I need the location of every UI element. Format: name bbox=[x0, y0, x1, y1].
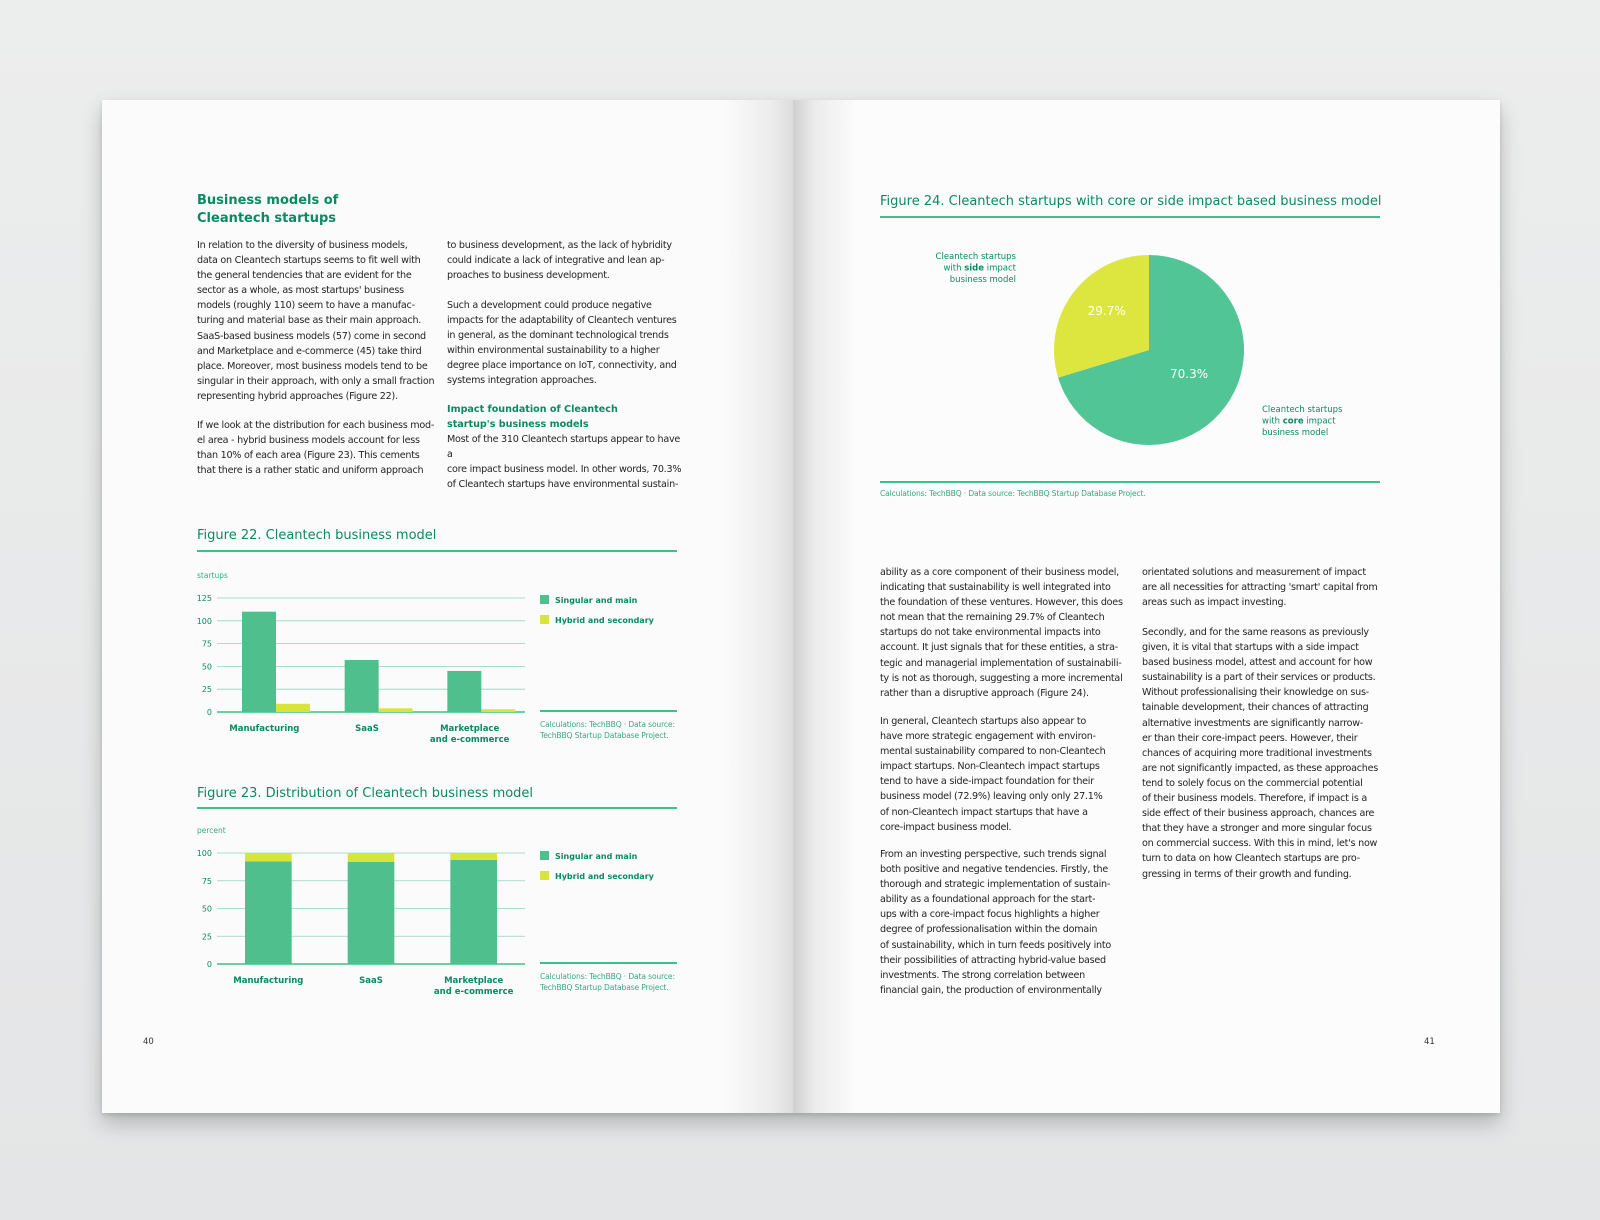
figure-22-source: Calculations: TechBBQ · Data source: TechBBQ Startup Database Project. bbox=[540, 720, 675, 740]
x-category-label: Manufacturing bbox=[233, 976, 304, 986]
figure-23-source-rule bbox=[540, 962, 677, 964]
y-tick-label: 50 bbox=[201, 662, 212, 672]
legend-item-hybrid bbox=[540, 615, 654, 635]
left-col1-paragraph-1: In relation to the diversity of business models, data on Cleantech startups seems to fit well with the general tendencies that are evident for the sector as a whole, as most startups' business models (roughly 110) seem to have a manufac- turing and material base as their main approach. SaaS-based business models (57) come in second and Marketplace and e-commerce (45) take third place. Moreover, most business models tend to be singular in their approach, with only a small fraction representing hybrid approaches (Figure 22). bbox=[197, 240, 435, 402]
x-category-label: Manufacturing bbox=[229, 724, 300, 734]
y-tick-label: 75 bbox=[201, 639, 212, 649]
figure-22-legend bbox=[540, 595, 654, 635]
figure-24-source: Calculations: TechBBQ · Data source: TechBBQ Startup Database Project. bbox=[880, 489, 1146, 498]
bar-hybrid bbox=[276, 704, 310, 712]
bar-hybrid bbox=[450, 853, 497, 860]
legend-label-singular: Singular and main bbox=[555, 852, 638, 861]
pie-label-side: Cleantech startups with side impact business model bbox=[935, 252, 1016, 285]
left-col2-paragraph-1: to business development, as the lack of hybridity could indicate a lack of integrative and lean ap- proaches to business development. bbox=[447, 240, 672, 282]
x-category-label: Marketplace and e-commerce bbox=[429, 724, 510, 745]
bar-hybrid bbox=[245, 853, 292, 861]
pie-label-core: Cleantech startups with core impact business model bbox=[1262, 405, 1343, 438]
left-col2-paragraph-2: Such a development could produce negative impacts for the adaptability of Cleantech ventures in general, as the dominant technological trends within environmental sustainability to a higher degree place importance on IoT, connectivity, and systems integration approaches. bbox=[447, 300, 677, 387]
right-page bbox=[793, 100, 1500, 1113]
bar-singular bbox=[242, 612, 276, 712]
figure-24-rule bbox=[880, 216, 1380, 218]
right-col1-paragraph-3: From an investing perspective, such trends signal both positive and negative tendencies. Firstly, the thorough and strategic implementation of sustain- ability as a foundational approach for the start- ups with a core-impact focus highlights a higher degree of professionalisation within the domain of sustainability, which in turn feeds positively into their possibilities of attracting hybrid-value based investments. The strong correlation between financial gain, the production of environmentally bbox=[880, 849, 1112, 996]
bar-hybrid bbox=[348, 853, 395, 862]
bar-singular bbox=[245, 861, 292, 964]
x-category-label: Marketplace and e-commerce bbox=[433, 976, 514, 997]
y-tick-label: 0 bbox=[206, 708, 212, 717]
left-col1-paragraph-2: If we look at the distribution for each business mod- el area - hybrid business models account for less than 10% of each area (Figure 23). This cements that there is a rather static and uniform approach bbox=[197, 420, 435, 477]
x-category-label: SaaS bbox=[359, 976, 383, 986]
figure-24-bottom-rule bbox=[880, 481, 1380, 483]
right-col2-paragraph-2: Secondly, and for the same reasons as previously given, it is vital that startups with a side impact based business model, attest and account for how sustainability is a part of their services or products. Without professionalising their knowledge on sus- tainable development, their chances of attracting alternative investments are significantly narrow- er than their core-impact peers. However, their chances of acquiring more traditional investments are not significantly impacted, as these approaches tend to solely focus on the commercial potential of their business models. Therefore, if impact is a side effect of their business approach, chances are that they have a stronger and more singular focus on commercial success. With this in mind, let's now turn to data on how Cleantech startups are pro- gressing in terms of their growth and funding. bbox=[1142, 627, 1379, 880]
figure-24-title: Figure 24. Cleantech startups with core or side impact based business model bbox=[880, 194, 1382, 209]
y-tick-label: 75 bbox=[201, 876, 212, 886]
legend-item-hybrid bbox=[540, 871, 654, 891]
legend-swatch-hybrid bbox=[540, 871, 549, 880]
y-axis-unit-label: startups bbox=[197, 571, 228, 580]
y-tick-label: 100 bbox=[196, 849, 212, 858]
legend-label-hybrid: Hybrid and secondary bbox=[555, 616, 654, 625]
bar-singular bbox=[345, 660, 379, 712]
pie-value-label: 70.3% bbox=[1169, 366, 1209, 381]
impact-foundation-subheading: Impact foundation of Cleantech startup's business models bbox=[447, 404, 618, 431]
bar-hybrid bbox=[379, 708, 413, 712]
y-tick-label: 125 bbox=[196, 594, 212, 603]
y-axis-unit-label: percent bbox=[197, 826, 226, 835]
left-col2-paragraph-3: Most of the 310 Cleantech startups appear to have a core impact business model. In other words, 70.3% of Cleantech startups have environmental sustain- bbox=[447, 434, 682, 491]
y-tick-label: 50 bbox=[201, 904, 212, 914]
right-col1-paragraph-2: In general, Cleantech startups also appear to have more strategic engagement with environ- mental sustainability compared to non-Cleantech impact startups. Non-Cleantech impact startups tend to have a side-impact foundation for their business model (72.9%) leaving only only 27.1% of non-Cleantech impact startups that have a core-impact business model. bbox=[880, 716, 1106, 833]
legend-item-singular bbox=[540, 595, 654, 615]
figure-22-chart bbox=[187, 560, 537, 750]
page-number-right: 41 bbox=[1424, 1037, 1435, 1047]
legend-swatch-singular bbox=[540, 851, 549, 860]
figure-23-legend bbox=[540, 851, 654, 891]
legend-swatch-hybrid bbox=[540, 615, 549, 624]
figure-23-chart bbox=[187, 818, 537, 1003]
y-tick-label: 0 bbox=[206, 960, 212, 969]
legend-label-singular: Singular and main bbox=[555, 596, 638, 605]
right-col1-paragraph-1: ability as a core component of their business model, indicating that sustainability is well integrated into the foundation of these ventures. However, this does not mean that the remaining 29.7% of Cleantech startups do not take environmental impacts into account. It just signals that for these entities, a stra- tegic and managerial implementation of sustainabili- ty is not as thorough, suggesting a more incremental rather than a disruptive approach (Figure 24). bbox=[880, 567, 1123, 699]
bar-singular bbox=[450, 860, 497, 964]
legend-item-singular bbox=[540, 851, 654, 871]
legend-swatch-singular bbox=[540, 595, 549, 604]
y-tick-label: 100 bbox=[196, 616, 212, 626]
bar-singular bbox=[447, 671, 481, 712]
section-heading: Business models of Cleantech startups bbox=[197, 193, 339, 226]
bar-singular bbox=[348, 862, 395, 964]
figure-23-rule bbox=[197, 807, 677, 809]
page-number-left: 40 bbox=[143, 1037, 154, 1047]
brochure-spread bbox=[102, 100, 1500, 1113]
right-col2-paragraph-1: orientated solutions and measurement of impact are all necessities for attracting 'smart' capital from areas such as impact investing. bbox=[1142, 567, 1378, 609]
bar-hybrid bbox=[481, 709, 515, 712]
x-category-label: SaaS bbox=[355, 724, 379, 734]
y-tick-label: 25 bbox=[201, 932, 212, 942]
figure-23-source: Calculations: TechBBQ · Data source: TechBBQ Startup Database Project. bbox=[540, 972, 675, 992]
figure-22-title: Figure 22. Cleantech business model bbox=[197, 528, 437, 543]
figure-23-title: Figure 23. Distribution of Cleantech business model bbox=[197, 786, 534, 801]
figure-22-rule bbox=[197, 550, 677, 552]
pie-value-label: 29.7% bbox=[1087, 304, 1126, 319]
y-tick-label: 25 bbox=[201, 685, 212, 695]
left-page bbox=[102, 100, 793, 1113]
figure-24-pie-chart bbox=[933, 230, 1373, 480]
legend-label-hybrid: Hybrid and secondary bbox=[555, 872, 654, 881]
figure-22-source-rule bbox=[540, 710, 677, 712]
